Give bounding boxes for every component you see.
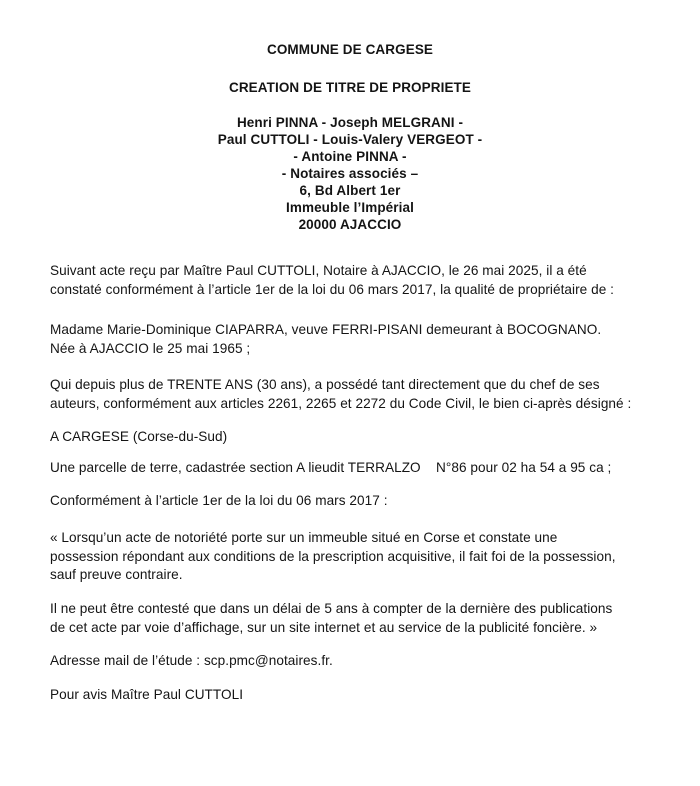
notaries-line: Henri PINNA - Joseph MELGRANI - (236, 115, 464, 130)
paragraph-contest-delay: Il ne peut être contesté que dans un délai de 5 ans à compter de la dernière des publications de cet acte par voie d’affichage, sur un site internet et au service de la publicité foncière. » (50, 601, 613, 635)
paragraph-possession: Qui depuis plus de TRENTE ANS (30 ans), a possédé tant directement que du chef de ses auteurs, conformément aux articles 2261, 2265 et 2272 du Code Civil, le bien ci-après désigné : (50, 377, 632, 411)
email-address: scp.pmc@notaires.fr (203, 653, 329, 668)
notaries-line: - Antoine PINNA - (293, 149, 407, 164)
email-line (50, 652, 690, 671)
paragraph-law-reference: Conformément à l’article 1er de la loi du 06 mars 2017 : (50, 493, 388, 508)
address-line: 6, Bd Albert 1er (299, 183, 401, 198)
address-line: Immeuble l’Impérial (286, 200, 414, 215)
notaries-line: - Notaires associés – (281, 166, 419, 181)
paragraph-owner: Madame Marie-Dominique CIAPARRA, veuve FERRI-PISANI demeurant à BOCOGNANO. Née à AJACCIO le 25 mai 1965 ; (50, 322, 602, 356)
address-line: 20000 AJACCIO (298, 217, 402, 232)
email-suffix: . (329, 653, 333, 668)
paragraph-law-quote: « Lorsqu’un acte de notoriété porte sur un immeuble situé en Corse et constate une possession répondant aux conditions de la prescription acquisitive, il fait foi de la possession, sauf preuve contraire. (50, 530, 616, 582)
commune-heading: COMMUNE DE CARGESE (266, 42, 434, 57)
signature-line: Pour avis Maître Paul CUTTOLI (50, 687, 244, 702)
paragraph-location: A CARGESE (Corse-du-Sud) (50, 429, 228, 444)
notaries-line: Paul CUTTOLI - Louis-Valery VERGEOT - (217, 132, 483, 147)
email-label: Adresse mail de l’étude : (50, 653, 204, 668)
document-title: CREATION DE TITRE DE PROPRIETE (228, 80, 472, 95)
paragraph-deed: Suivant acte reçu par Maître Paul CUTTOLI, Notaire à AJACCIO, le 26 mai 2025, il a été constaté conformément à l’article 1er de la loi du 06 mars 2017, la qualité de propriétaire de : (50, 263, 614, 297)
paragraph-parcel: Une parcelle de terre, cadastrée section A lieudit TERRALZO N°86 pour 02 ha 54 a 95 ca ; (50, 460, 612, 475)
notaries-block (0, 114, 700, 233)
